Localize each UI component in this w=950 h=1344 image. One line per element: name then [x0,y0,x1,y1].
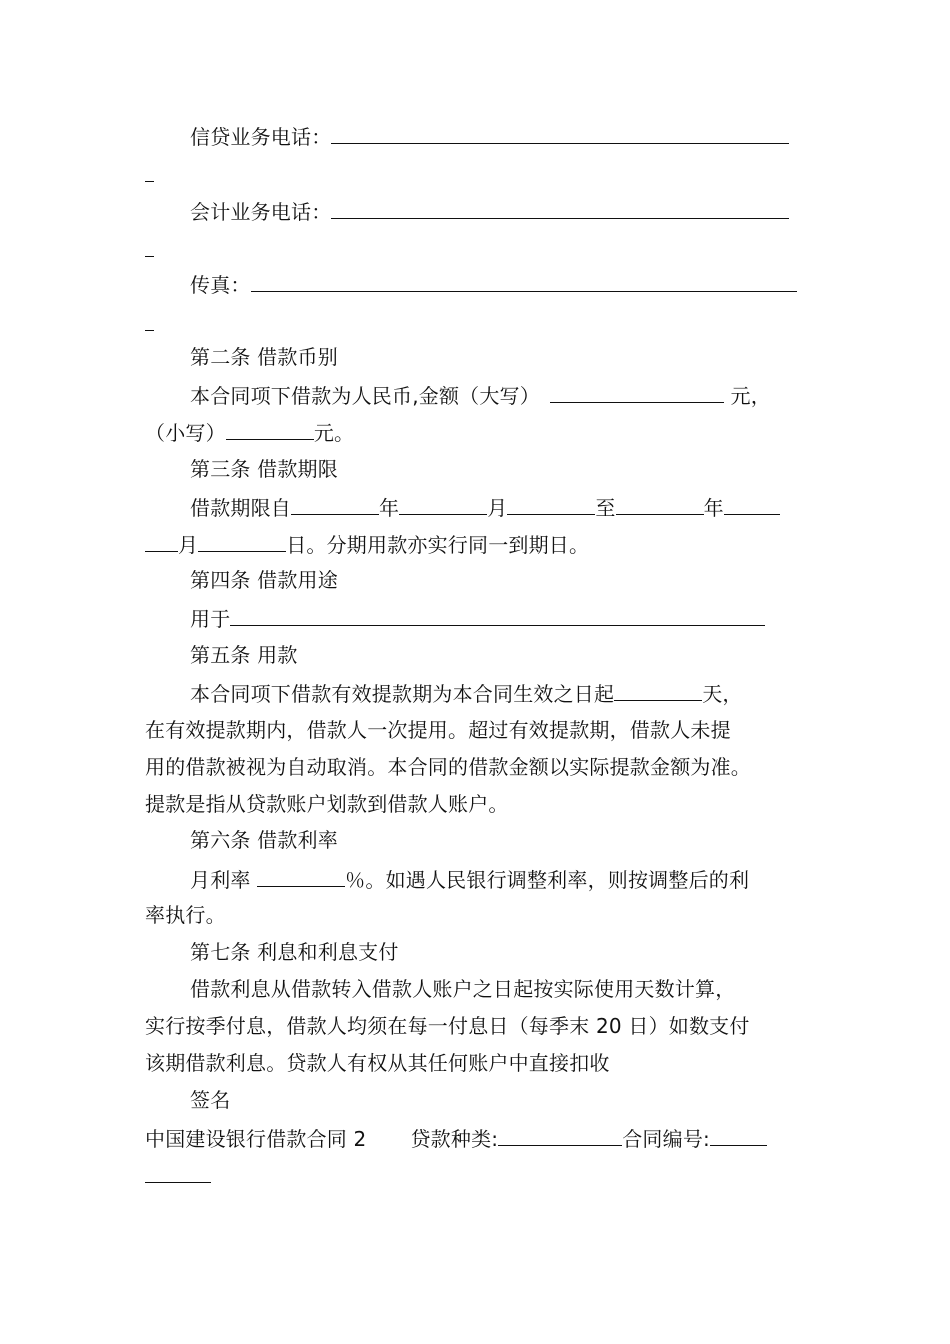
article2-heading: 第二条 借款币别 [190,345,338,369]
article3-t3: 月 [487,496,508,520]
end-year-blank[interactable] [616,493,704,515]
article6-l1b: ％。如遇人民银行调整利率，则按调整后的利 [345,868,750,892]
start-year-blank[interactable] [291,493,379,515]
footer-line [145,1124,767,1152]
article6-line1 [190,865,749,893]
article5-l1a: 本合同项下借款有效提款期为本合同生效之日起 [190,682,615,706]
monthly-rate-blank[interactable] [257,865,345,887]
article3-t1: 借款期限自 [190,496,291,520]
credit-phone-blank-overflow [145,160,154,188]
article3-t7: 日。分期用款亦实行同一到期日。 [286,533,590,557]
contract-no-blank-cont[interactable] [145,1161,211,1183]
loan-type-blank[interactable] [498,1124,622,1146]
end-day-blank[interactable] [198,530,286,552]
credit-phone-line [190,122,789,150]
article5-l1b: 天， [702,682,743,706]
article2-line2 [145,418,354,446]
article5-line2: 在有效提款期内，借款人一次提用。超过有效提款期，借款人未提 [145,718,731,742]
article7-line3: 该期借款利息。贷款人有权从其任何账户中直接扣收 [145,1051,610,1075]
contract-no-blank[interactable] [710,1124,767,1146]
credit-phone-label: 信贷业务电话： [190,125,332,149]
article4-line1 [190,604,765,632]
blank-overflow [145,309,154,331]
amount-words-blank[interactable] [550,381,724,403]
article5-heading: 第五条 用款 [190,643,298,667]
article3-t6: 月 [178,533,199,557]
article3-line1 [190,493,780,521]
fax-blank[interactable] [251,270,797,292]
start-day-blank[interactable] [507,493,595,515]
article3-heading: 第三条 借款期限 [190,457,338,481]
fax-blank-overflow [145,309,154,337]
article5-line1 [190,679,743,707]
contract-no-label: 合同编号: [622,1127,710,1151]
accounting-phone-label: 会计业务电话： [190,200,332,224]
article5-line4: 提款是指从贷款账户划款到借款人账户。 [145,792,509,816]
accounting-phone-blank-overflow [145,235,154,263]
article4-text: 用于 [190,607,231,631]
fax-line [190,270,797,298]
article6-l1a: 月利率 [190,868,258,892]
end-month-blank[interactable] [724,493,780,515]
article3-t2: 年 [379,496,400,520]
amount-figures-blank[interactable] [226,418,314,440]
accounting-phone-blank[interactable] [331,197,789,219]
article6-line2: 率执行。 [145,903,226,927]
article7-line2: 实行按季付息，借款人均须在每一付息日（每季末 20 日）如数支付 [145,1014,750,1038]
end-month-blank-cont[interactable] [145,530,178,552]
blank-overflow [145,160,154,182]
article2-text1: 本合同项下借款为人民币,金额（大写） [190,384,540,408]
start-month-blank[interactable] [399,493,487,515]
article4-heading: 第四条 借款用途 [190,568,338,592]
article2-line1 [190,381,771,409]
loan-type-label: 贷款种类: [410,1127,499,1151]
article2-text1-end: 元， [723,384,771,408]
fax-label: 传真： [190,273,251,297]
footer-line2 [145,1161,211,1189]
drawdown-days-blank[interactable] [614,679,702,701]
article3-line2 [145,530,589,558]
article5-line3: 用的借款被视为自动取消。本合同的借款金额以实际提款金额为准。 [145,755,751,779]
blank-overflow [145,235,154,257]
article3-t4: 至 [595,496,616,520]
signature-label: 签名 [190,1088,231,1112]
article2-text2-start: （小写） [145,421,226,445]
article2-text2-end: 元。 [313,421,355,445]
credit-phone-blank[interactable] [331,122,789,144]
article7-line1: 借款利息从借款转入借款人账户之日起按实际使用天数计算， [190,977,736,1001]
purpose-blank[interactable] [230,604,765,626]
footer-title: 中国建设银行借款合同 2 [145,1127,367,1151]
article7-heading: 第七条 利息和利息支付 [190,940,399,964]
accounting-phone-line [190,197,789,225]
article6-heading: 第六条 借款利率 [190,828,338,852]
article3-t5: 年 [703,496,724,520]
